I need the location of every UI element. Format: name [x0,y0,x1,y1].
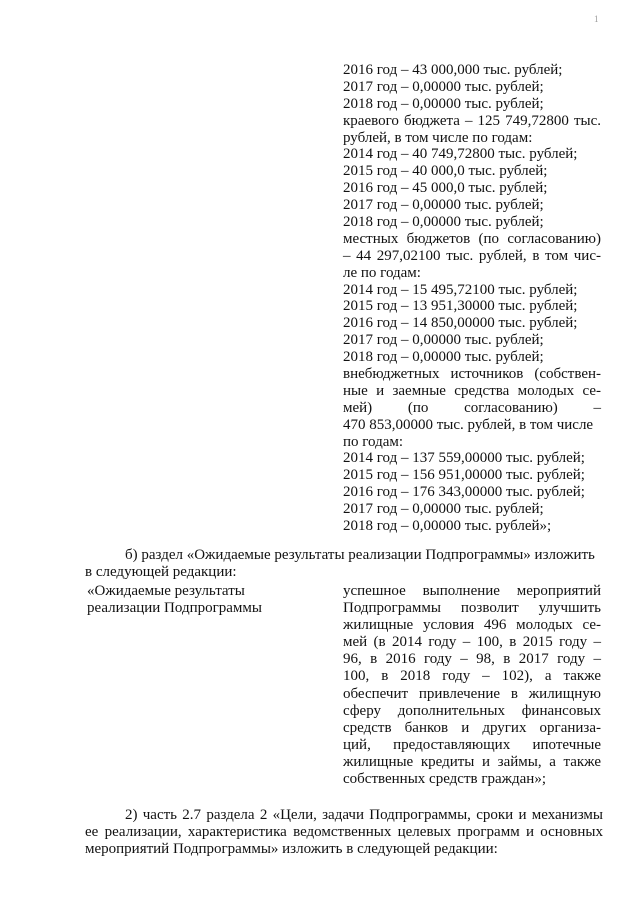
budget-line: 2015 год – 13 951,30000 тыс. рублей; [343,298,578,315]
budget-line: – 44 297,02100 тыс. рублей, в том чис- [343,247,601,264]
budget-line: 2014 год – 40 749,72800 тыс. рублей; [343,146,578,163]
budget-line: 2016 год – 176 343,00000 тыс. рублей; [343,484,585,501]
part-2-paragraph [85,807,603,858]
results-line: сферу дополнительных финансовых [343,702,601,719]
results-line: жилищные условия 496 молодых се- [343,617,601,634]
budget-line: 2018 год – 0,00000 тыс. рублей»; [343,518,552,535]
budget-line: 2017 год – 0,00000 тыс. рублей; [343,332,544,349]
results-line: жилищные кредиты и займы, а также [343,753,601,770]
paragraph-line: ее реализации, характеристика ведомственных целевых программ и основных [85,824,603,840]
budget-line: ные и заемные средства молодых се- [343,382,601,399]
budget-line: местных бюджетов (по согласованию) [343,230,601,247]
budget-line: 2015 год – 40 000,0 тыс. рублей; [343,163,548,180]
results-line: Подпрограммы позволит улучшить [343,600,601,617]
budget-line: 2018 год – 0,00000 тыс. рублей; [343,214,544,231]
budget-line: внебюджетных источников (собствен- [343,366,601,383]
budget-line: ле по годам: [343,264,421,281]
budget-line: 470 853,00000 тыс. рублей, в том числе [343,416,594,433]
results-line: средств банков и других организа- [343,719,601,736]
results-line: ций, предоставляющих ипотечные [343,736,601,753]
results-line: успешное выполнение мероприятий [343,583,601,599]
budget-line: 2016 год – 14 850,00000 тыс. рублей; [343,315,578,332]
budget-line: 2014 год – 137 559,00000 тыс. рублей; [343,450,585,467]
budget-line: 2018 год – 0,00000 тыс. рублей; [343,95,544,112]
label-line: «Ожидаемые результаты [87,583,245,599]
paragraph-line: в следующей редакции: [85,564,237,580]
budget-line: 2017 год – 0,00000 тыс. рублей; [343,501,544,518]
budget-line: 2014 год – 15 495,72100 тыс. рублей; [343,281,578,298]
expected-results-label [87,583,262,617]
paragraph-line: б) раздел «Ожидаемые результаты реализации Подпрограммы» изложить [125,547,595,563]
budget-line: краевого бюджета – 125 749,72800 тыс. [343,112,601,129]
section-b-paragraph [85,547,603,581]
budget-line: 2018 год – 0,00000 тыс. рублей; [343,349,544,366]
results-line: собственных средств граждан»; [343,771,546,788]
budget-line: 2017 год – 0,00000 тыс. рублей; [343,78,544,95]
budget-line: рублей, в том числе по годам: [343,129,533,146]
budget-line: по годам: [343,433,404,450]
budget-line: 2017 год – 0,00000 тыс. рублей; [343,197,544,214]
paragraph-line: мероприятий Подпрограммы» изложить в следующей редакции: [85,841,498,857]
results-line: 96, в 2016 году – 98, в 2017 году – [343,651,601,668]
budget-line: 2016 год – 45 000,0 тыс. рублей; [343,180,548,197]
page-corner-mark: 1 [594,14,599,24]
results-line: мей (в 2014 году – 100, в 2015 году – [343,634,601,651]
budget-line: мей) (по согласованию) – [343,399,601,416]
paragraph-line: 2) часть 2.7 раздела 2 «Цели, задачи Подпрограммы, сроки и механизмы [125,807,603,823]
funding-breakdown [343,62,601,535]
label-line: реализации Подпрограммы [87,600,262,616]
budget-line: 2016 год – 43 000,000 тыс. рублей; [343,62,563,78]
results-line: обеспечит привлечение в жилищную [343,685,601,702]
results-line: 100, в 2018 году – 102), а также [343,668,601,685]
budget-line: 2015 год – 156 951,00000 тыс. рублей; [343,467,585,484]
expected-results-text [343,583,601,788]
